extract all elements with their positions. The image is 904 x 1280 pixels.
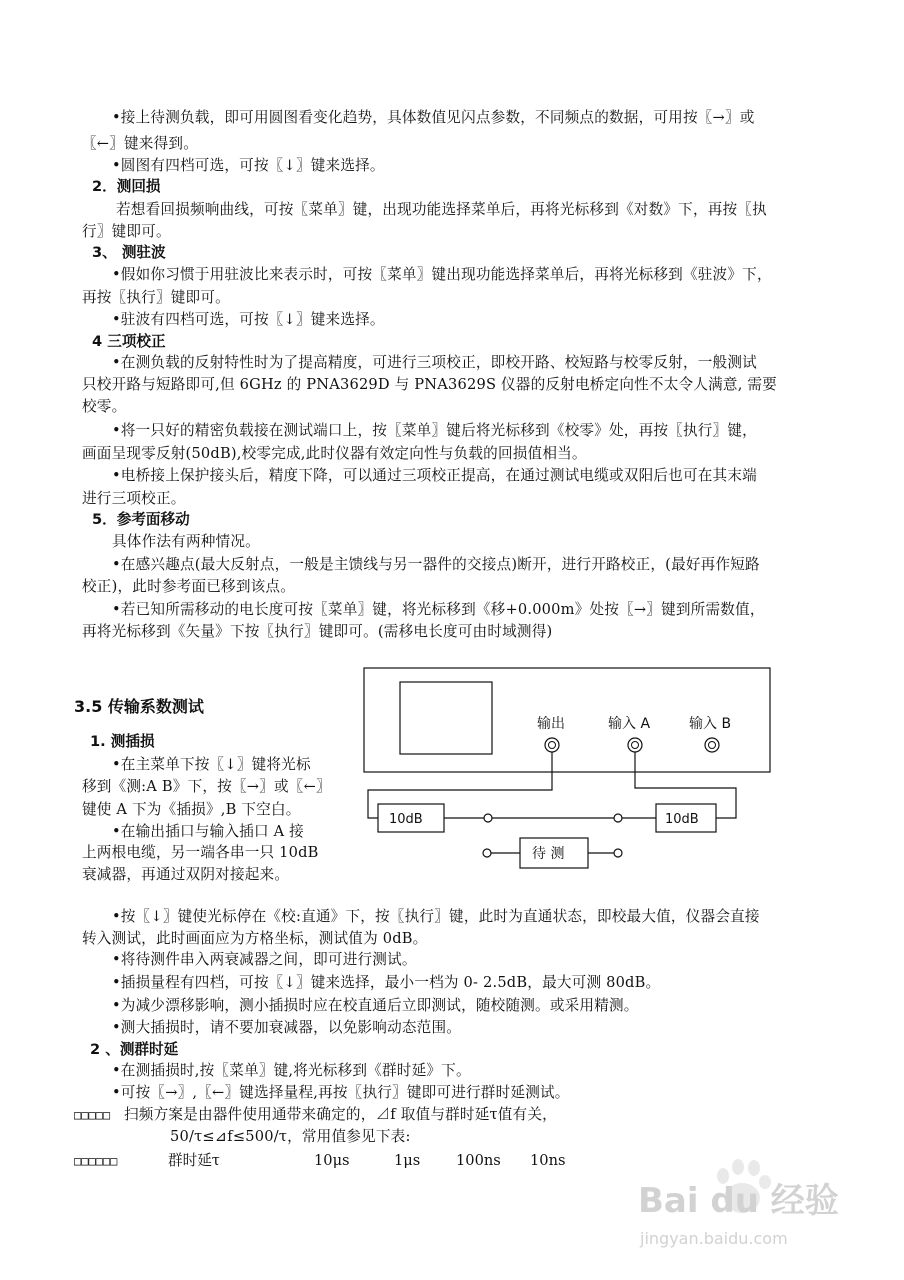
section-title: 3.5 传输系数测试 <box>74 697 204 716</box>
text-line: •圆图有四档可选，可按〖↓〗键来选择。 <box>112 157 385 174</box>
text-line: 转入测试，此时画面应为方格坐标，测试值为 0dB。 <box>82 930 428 947</box>
text-line: 只校开路与短路即可,但 6GHz 的 PNA3629D 与 PNA3629S 仪器的反射电桥定向性不太令人满意, 需要 <box>82 376 777 393</box>
text-line: •接上待测负载，即可用圆图看变化趋势，具体数值见闪点参数，不同频点的数据，可用按〖→〗或 <box>112 109 755 126</box>
watermark-url: jingyan.baidu.com <box>640 1229 788 1248</box>
text-line: •在测负载的反射特性时为了提高精度，可进行三项校正，即校开路、校短路与校零反射，一般测试 <box>112 354 757 371</box>
dut-label: 待 测 <box>532 846 565 862</box>
glitch-glyphs: □□□□□ <box>74 1108 111 1122</box>
input-a-port-icon <box>628 738 642 752</box>
table-cell: 10ns <box>530 1152 566 1169</box>
table-cell: 100ns <box>456 1152 501 1169</box>
text-line: 再将光标移到《矢量》下按〖执行〗键即可。(需移电长度可由时域测得) <box>82 623 553 640</box>
table-cell: 1μs <box>394 1152 421 1169</box>
dut-connector-right-icon <box>614 849 622 857</box>
text-line: •可按〖→〗,〖←〗键选择量程,再按〖执行〗键即可进行群时延测试。 <box>112 1084 570 1101</box>
text-line: 画面呈现零反射(50dB),校零完成,此时仪器有效定向性与负载的回损值相当。 <box>82 445 587 462</box>
text-line: •在输出插口与输入插口 A 接 <box>112 823 304 840</box>
table-cell: 10μs <box>314 1152 350 1169</box>
section-heading: 4 三项校正 <box>92 333 166 350</box>
text-line: •若已知所需移动的电长度可按〖菜单〗键，将光标移到《移+0.000m》处按〖→〗键到所需数值， <box>112 601 765 618</box>
instrument-screen <box>400 682 492 754</box>
attenuator-right-label: 10dB <box>665 812 699 827</box>
table-cell: 群时延τ <box>168 1152 220 1169</box>
text-line: •插损量程有四档，可按〖↓〗键来选择，最小一档为 0- 2.5dB，最大可测 80dB。 <box>112 974 661 991</box>
text-line: 行〗键即可。 <box>82 223 171 240</box>
text-line: •驻波有四档可选，可按〖↓〗键来选择。 <box>112 311 385 328</box>
connector-left-icon <box>484 814 492 822</box>
text-line: 校零。 <box>82 398 127 415</box>
dut-connector-left-icon <box>483 849 491 857</box>
connector-right-icon <box>614 814 622 822</box>
text-line: 〖←〗键来得到。 <box>82 135 198 152</box>
text-line: 进行三项校正。 <box>82 490 186 507</box>
text-line: 键使 A 下为《插损》,B 下空白。 <box>82 801 301 818</box>
input-b-label: 输入 B <box>689 716 732 732</box>
section-heading: 2 、测群时延 <box>90 1041 179 1058</box>
text-line: 移到《测:A B》下，按〖→〗或〖←〗 <box>82 778 331 795</box>
text-line: 再按〖执行〗键即可。 <box>82 289 230 306</box>
text-line: 具体作法有两种情况。 <box>112 533 260 550</box>
output-label: 输出 <box>537 716 565 732</box>
text-line: •将一只好的精密负载接在测试端口上，按〖菜单〗键后将光标移到《校零》处，再按〖执行〗键， <box>112 422 757 439</box>
section-heading: 2．测回损 <box>92 178 161 195</box>
text-line: 衰减器，再通过双阴对接起来。 <box>82 866 290 883</box>
text-line: •假如你习惯于用驻波比来表示时，可按〖菜单〗键出现功能选择菜单后，再将光标移到《驻波》下， <box>112 266 772 283</box>
text-line: •在主菜单下按〖↓〗键将光标 <box>112 756 311 773</box>
section-heading: 3、 测驻波 <box>92 244 166 261</box>
text-line: •测大插损时，请不要加衰减器，以免影响动态范围。 <box>112 1019 462 1036</box>
watermark-brand: Bai du 经验 <box>638 1181 839 1221</box>
text-line: 若想看回损频响曲线，可按〖菜单〗键，出现功能选择菜单后，再将光标移到《对数》下，再按〖执 <box>116 201 767 218</box>
baidu-watermark <box>630 1140 890 1270</box>
text-line: •电桥接上保护接头后，精度下降，可以通过三项校正提高，在通过测试电缆或双阳后也可在其末端 <box>112 467 757 484</box>
connection-diagram <box>356 660 776 880</box>
section-heading: 1. 测插损 <box>90 733 155 750</box>
output-port-icon <box>545 738 559 752</box>
text-line: 50/τ≤⊿f≤500/τ，常用值参见下表: <box>170 1128 411 1145</box>
section-heading: 5．参考面移动 <box>92 511 190 528</box>
input-b-port-icon <box>705 738 719 752</box>
text-line: •在测插损时,按〖菜单〗键,将光标移到《群时延》下。 <box>112 1062 471 1079</box>
text-line: •为减少漂移影响，测小插损时应在校直通后立即测试，随校随测。或采用精测。 <box>112 997 639 1014</box>
attenuator-left-label: 10dB <box>389 812 423 827</box>
input-a-label: 输入 A <box>608 716 651 732</box>
text-line: •按〖↓〗键使光标停在《校:直通》下，按〖执行〗键，此时为直通状态，即校最大值，仪器会直接 <box>112 908 760 925</box>
text-line: •在感兴趣点(最大反射点，一般是主馈线与另一器件的交接点)断开，进行开路校正，(最好再作短路 <box>112 556 760 573</box>
glitch-glyphs: □□□□□□ <box>74 1154 118 1168</box>
text-line: 扫频方案是由器件使用通带来确定的，⊿f 取值与群时延τ值有关， <box>124 1106 557 1123</box>
text-line: •将待测件串入两衰减器之间，即可进行测试。 <box>112 951 417 968</box>
text-line: 校正)，此时参考面已移到该点。 <box>82 578 296 595</box>
text-line: 上两根电缆，另一端各串一只 10dB <box>82 844 319 861</box>
